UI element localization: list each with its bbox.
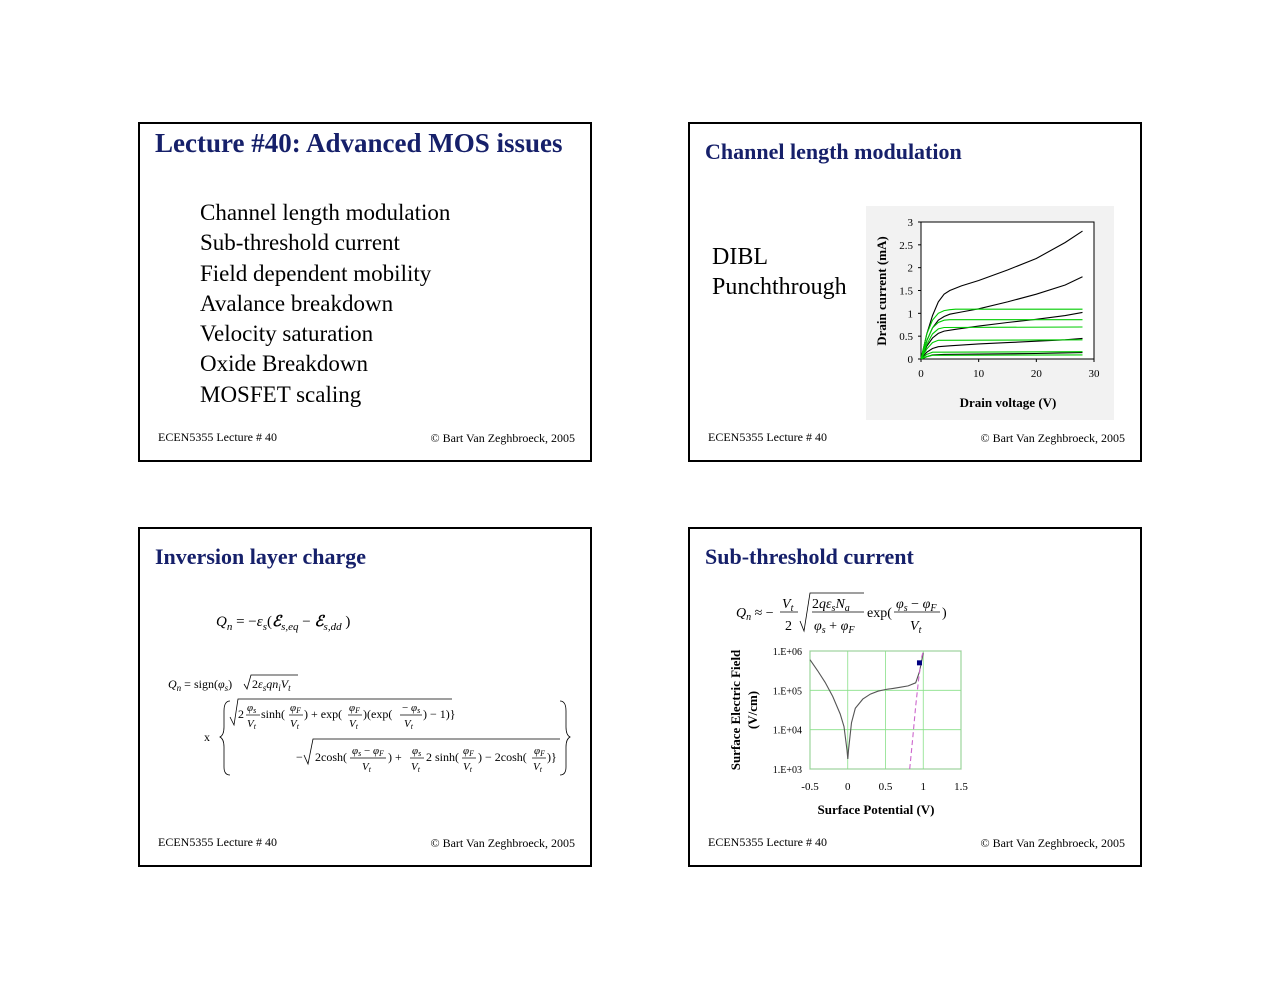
svg-text:Vt: Vt bbox=[404, 718, 413, 731]
svg-text:) +: ) + bbox=[388, 750, 402, 764]
svg-text:φF: φF bbox=[534, 745, 545, 758]
svg-text:−: − bbox=[296, 750, 303, 764]
effect-item: DIBL bbox=[712, 244, 768, 270]
slide-title: Lecture #40: Advanced MOS issues bbox=[155, 128, 563, 158]
footer-copyright: © Bart Van Zeghbroeck, 2005 bbox=[980, 836, 1125, 850]
y-tick-label: 2 bbox=[907, 262, 913, 275]
footer-course: ECEN5355 Lecture # 40 bbox=[708, 835, 827, 849]
y-tick-label: 1.E+03 bbox=[772, 765, 802, 776]
x-tick-label: 0 bbox=[845, 781, 851, 793]
svg-text:Vt: $V_t$ bbox=[782, 597, 794, 614]
svg-text:Vt: Vt bbox=[290, 718, 299, 731]
svg-text:φF: φF bbox=[463, 745, 474, 758]
y-tick-label: 0.5 bbox=[899, 331, 913, 344]
topic-item: Field dependent mobility bbox=[200, 260, 432, 286]
svg-text:x: x bbox=[204, 730, 210, 744]
y-tick-label: 0 bbox=[907, 354, 913, 366]
x-tick-label: 0 bbox=[918, 368, 924, 380]
y-axis-label: Drain current (mA) bbox=[874, 236, 889, 346]
svg-text:) + exp(: ) + exp( bbox=[304, 707, 343, 721]
svg-text:2εsqniVt: $2\varepsilon_sqn_iV_t$ bbox=[252, 677, 291, 693]
svg-text:φs: φs bbox=[412, 745, 422, 758]
topic-item: MOSFET scaling bbox=[200, 381, 362, 407]
svg-text:Vt: Vt bbox=[362, 761, 371, 774]
svg-text:Vt: Vt bbox=[533, 761, 542, 774]
drain-current-chart bbox=[866, 206, 1114, 420]
slide-lecture-overview bbox=[138, 122, 592, 462]
topic-item: Sub-threshold current bbox=[200, 230, 400, 256]
effect-list bbox=[712, 242, 847, 302]
svg-text:− φs: − φs bbox=[402, 702, 421, 715]
slide-title: Sub-threshold current bbox=[705, 544, 914, 569]
plot-area bbox=[921, 222, 1094, 359]
svg-text:Qn = sign(φs): $Q_n$ = $sign(\varphi_s)$ bbox=[168, 677, 233, 693]
svg-text:φs − φF: $\varphi_s - \varphi_F$ bbox=[896, 597, 937, 614]
equation-qn-field bbox=[216, 614, 350, 633]
y-tick-label: 1.5 bbox=[899, 285, 913, 298]
slide-title: Inversion layer charge bbox=[155, 544, 367, 569]
svg-text:2 sinh(: 2 sinh( bbox=[426, 750, 459, 764]
x-tick-label: 20 bbox=[1030, 368, 1042, 380]
topic-item: Velocity saturation bbox=[200, 321, 374, 347]
svg-text:Qn ≈ −: $Q_n$ ≈ − bbox=[736, 606, 774, 623]
slide-inversion-layer-charge bbox=[138, 527, 592, 867]
svg-text:Vt: $V_t$ bbox=[910, 619, 922, 636]
svg-text:sinh(: sinh( bbox=[261, 707, 285, 721]
y-tick-label: 1.E+04 bbox=[772, 725, 802, 737]
topic-item: Avalance breakdown bbox=[200, 290, 394, 316]
y-tick-label: 1.E+06 bbox=[772, 647, 802, 658]
svg-text:) − 2cosh(: ) − 2cosh( bbox=[478, 750, 527, 764]
surface-field-chart bbox=[726, 641, 986, 831]
y-tick-label: 1.E+05 bbox=[772, 686, 802, 698]
slide-title: Channel length modulation bbox=[705, 139, 962, 164]
x-tick-label: 30 bbox=[1088, 368, 1100, 380]
svg-text:) − 1)}: ) − 1)} bbox=[423, 707, 456, 721]
footer-copyright: © Bart Van Zeghbroeck, 2005 bbox=[430, 431, 575, 445]
svg-text:Vt: Vt bbox=[463, 761, 472, 774]
footer-course: ECEN5355 Lecture # 40 bbox=[708, 430, 827, 444]
x-tick-label: -0.5 bbox=[801, 781, 819, 793]
footer-course: ECEN5355 Lecture # 40 bbox=[158, 835, 277, 849]
svg-text:2qεsNa: $2q\varepsilon_sN_a$ bbox=[812, 597, 850, 614]
x-tick-label: 1.5 bbox=[954, 781, 968, 793]
y-tick-label: 2.5 bbox=[899, 239, 913, 252]
svg-text:)(exp(: )(exp( bbox=[363, 707, 393, 721]
svg-text:Qn = −εs(ℰs,eq − ℰs,dd ): $Q_n$ = $-\varepsilon_s(ℰ_{s,eq}$ − ℰ$_{s,dd}$ ) bbox=[216, 614, 351, 633]
svg-text:2: 2 bbox=[238, 707, 244, 721]
x-tick-label: 1 bbox=[920, 781, 926, 793]
y-axis-label: Surface Electric Field (V/cm) bbox=[728, 649, 760, 771]
y-tick-label: 1 bbox=[907, 308, 913, 321]
svg-text:Vt: Vt bbox=[411, 761, 420, 774]
footer-copyright: © Bart Van Zeghbroeck, 2005 bbox=[430, 836, 575, 850]
footer-copyright: © Bart Van Zeghbroeck, 2005 bbox=[980, 431, 1125, 445]
slide-channel-length-modulation bbox=[688, 122, 1142, 462]
y-tick-label: 3 bbox=[907, 217, 913, 229]
svg-text:exp(: exp( bbox=[867, 606, 892, 621]
svg-text:Vt: Vt bbox=[349, 718, 358, 731]
svg-text:φF: φF bbox=[349, 702, 360, 715]
slide-sub-threshold-current bbox=[688, 527, 1142, 867]
x-tick-label: 0.5 bbox=[878, 781, 893, 793]
data-marker bbox=[917, 660, 922, 665]
svg-text:Vt: Vt bbox=[247, 718, 256, 731]
topic-item: Channel length modulation bbox=[200, 200, 451, 225]
svg-text:2: 2 bbox=[785, 619, 792, 634]
svg-text:φs: φs bbox=[247, 702, 257, 715]
x-axis-label: Surface Potential (V) bbox=[817, 802, 935, 817]
x-axis-label: Drain voltage (V) bbox=[959, 395, 1057, 410]
footer-course: ECEN5355 Lecture # 40 bbox=[158, 430, 277, 444]
inversion-charge-equations bbox=[140, 599, 590, 789]
svg-text:φs − φF: φs − φF bbox=[352, 745, 384, 758]
svg-text:φs + φF: $\varphi_s + \varphi_F$ bbox=[814, 619, 855, 636]
subthreshold-equation bbox=[730, 587, 970, 637]
topic-item: Oxide Breakdown bbox=[200, 351, 368, 377]
svg-text:2cosh(: 2cosh( bbox=[315, 750, 347, 764]
topic-list bbox=[200, 198, 450, 410]
svg-text:): ) bbox=[942, 606, 947, 621]
equation-qn-exact bbox=[168, 675, 570, 775]
svg-text:φF: φF bbox=[290, 702, 301, 715]
svg-text:)}: )} bbox=[547, 750, 557, 764]
effect-item: Punchthrough bbox=[712, 274, 847, 300]
x-tick-label: 10 bbox=[973, 368, 985, 380]
